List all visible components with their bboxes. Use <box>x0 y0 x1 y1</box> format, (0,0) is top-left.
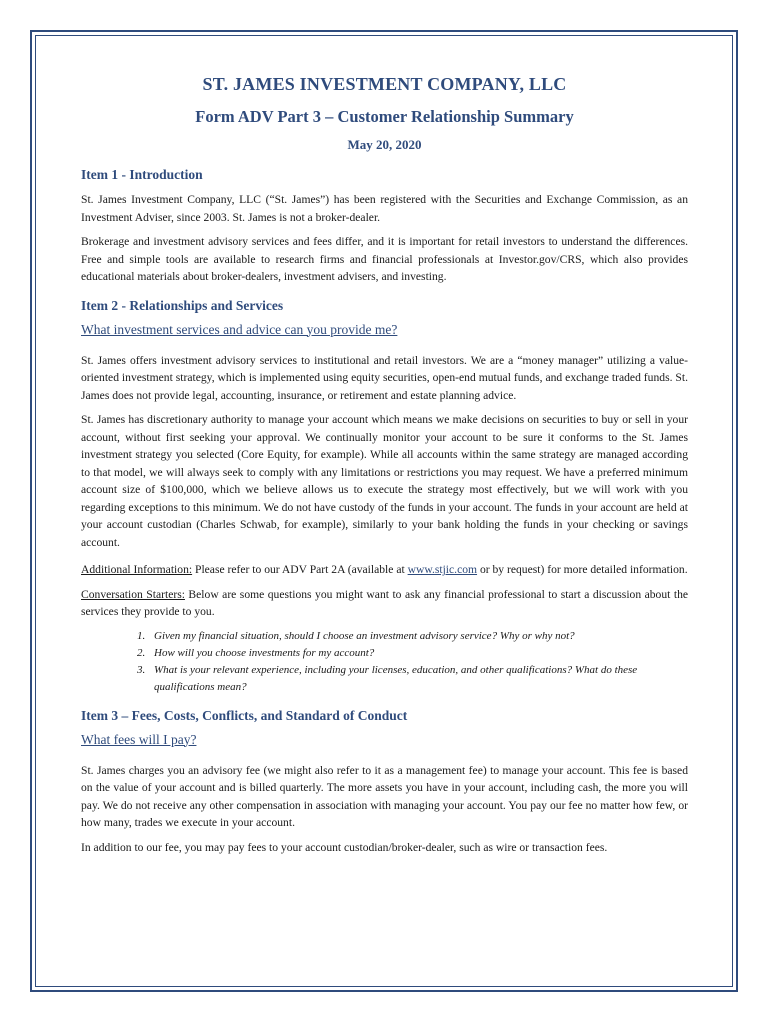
company-title: ST. JAMES INVESTMENT COMPANY, LLC <box>202 74 567 94</box>
item2-paragraph-2: St. James has discretionary authority to manage your account which means we make decisions on securities to buy or sell in your account, without first seeking your approval. We continually monitor your account to be sure it conforms to the St. James investment strategy you selected (Core Equity, for example). While all accounts within the same strategy are managed according to that model, we will always seek to comply with any limitations or restrictions you may request. We have a preferred minimum account size of $100,000, which we believe allows us to execute the strategy most effectively, but we will work with you regarding exceptions to this minimum. We do not have custody of the funds in your account. The funds in your account are held at your account custodian (Charles Schwab, for example), similarly to your bank holding the funds in your checking or savings account. <box>81 413 688 549</box>
item2-paragraph-1: St. James offers investment advisory services to institutional and retail investors. We are a “money manager” utilizing a value-oriented investment strategy, which is implemented using equity securities, open-end mutual funds, and exchange traded funds. St. James does not provide legal, accounting, insurance, or retirement and estate planning advice. <box>81 353 688 402</box>
item2-subheading: What investment services and advice can you provide me? <box>81 321 398 337</box>
conversation-starters-label: Conversation Starters: <box>81 587 185 601</box>
conversation-starters <box>81 586 688 621</box>
additional-information-text: Please refer to our ADV Part 2A (available at <box>192 563 408 576</box>
document-date: May 20, 2020 <box>347 137 422 152</box>
item1-paragraph-2: Brokerage and investment advisory services and fees differ, and it is important for retail investors to understand the differences. Free and simple tools are available to research firms and financial professionals at Investor.gov/CRS, which also provides educational materials about broker-dealers, investment advisers, and investing. <box>81 235 688 283</box>
list-item: 2. How will you choose investments for my account? <box>148 645 688 662</box>
additional-information <box>81 561 688 579</box>
item1-heading: Item 1 - Introduction <box>81 167 203 182</box>
item3-subheading: What fees will I pay? <box>81 731 197 747</box>
item3-paragraph-1: St. James charges you an advisory fee (we might also refer to it as a management fee) to manage your account. This fee is based on the value of your account and is billed quarterly. The more assets you have in your account, including cash, the more you will pay. We do not receive any other compensation in association with managing your account. You pay our fee no matter how few, or how many, trades we execute in your account. <box>81 763 688 829</box>
document-body <box>81 74 688 863</box>
conversation-starters-text: Below are some questions you might want to ask any financial professional to start a discussion about the services they provide to you. <box>81 587 689 618</box>
list-item: 3. What is your relevant experience, including your licenses, education, and other qualifications? What do these qualifications mean? <box>148 662 688 696</box>
item2-heading: Item 2 - Relationships and Services <box>81 297 284 313</box>
questions-list <box>81 628 688 696</box>
additional-information-label: Additional Information: <box>81 563 193 576</box>
list-item: 1. Given my financial situation, should I choose an investment advisory service? Why or why not? <box>148 628 688 645</box>
form-subtitle: Form ADV Part 3 – Customer Relationship Summary <box>195 107 574 126</box>
item3-paragraph-2: In addition to our fee, you may pay fees to your account custodian/broker-dealer, such as wire or transaction fees. <box>81 840 608 854</box>
website-link[interactable]: www.stjic.com <box>407 563 478 576</box>
additional-information-text-end: or by request) for more detailed information. <box>477 563 688 576</box>
item3-heading: Item 3 – Fees, Costs, Conflicts, and Standard of Conduct <box>81 707 408 723</box>
item1-paragraph-1: St. James Investment Company, LLC (“St. James”) has been registered with the Securities and Exchange Commission, as an Investment Adviser, since 2003. St. James is not a broker-dealer. <box>81 193 688 224</box>
